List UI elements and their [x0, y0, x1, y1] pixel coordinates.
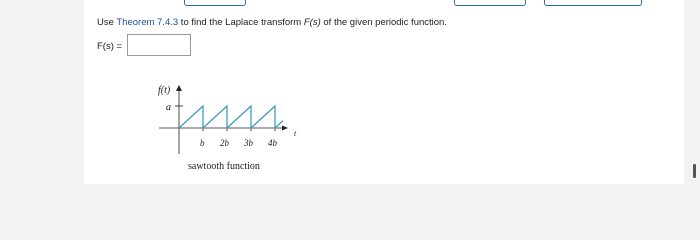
y-axis-arrow	[176, 85, 182, 91]
graph-caption: sawtooth function	[188, 161, 260, 172]
t-axis-label: t	[294, 129, 297, 138]
a-label: a	[166, 102, 171, 113]
instruction-prefix: Use	[97, 17, 117, 28]
answer-label: F(s) =	[97, 41, 123, 52]
tick-label-b: b	[200, 138, 205, 148]
top-button-middle[interactable]	[454, 0, 526, 6]
sawtooth-line	[179, 106, 283, 128]
top-button-left[interactable]	[184, 0, 246, 6]
tick-label-2b: 2b	[220, 138, 229, 148]
theorem-link[interactable]: Theorem 7.4.3	[116, 17, 179, 28]
scroll-handle[interactable]	[693, 164, 696, 178]
tick-label-4b: 4b	[268, 138, 277, 148]
y-axis-label: f(t)	[158, 85, 171, 96]
question-instruction	[97, 17, 447, 28]
answer-input[interactable]	[127, 34, 191, 56]
sawtooth-graph	[150, 80, 350, 184]
tick-label-3b: 3b	[244, 138, 253, 148]
instruction-fs: F(s)	[303, 17, 321, 28]
x-axis-arrow	[282, 126, 288, 131]
instruction-middle: to find the Laplace transform	[178, 17, 304, 28]
top-button-right[interactable]	[544, 0, 642, 6]
instruction-suffix: of the given periodic function.	[320, 17, 447, 28]
